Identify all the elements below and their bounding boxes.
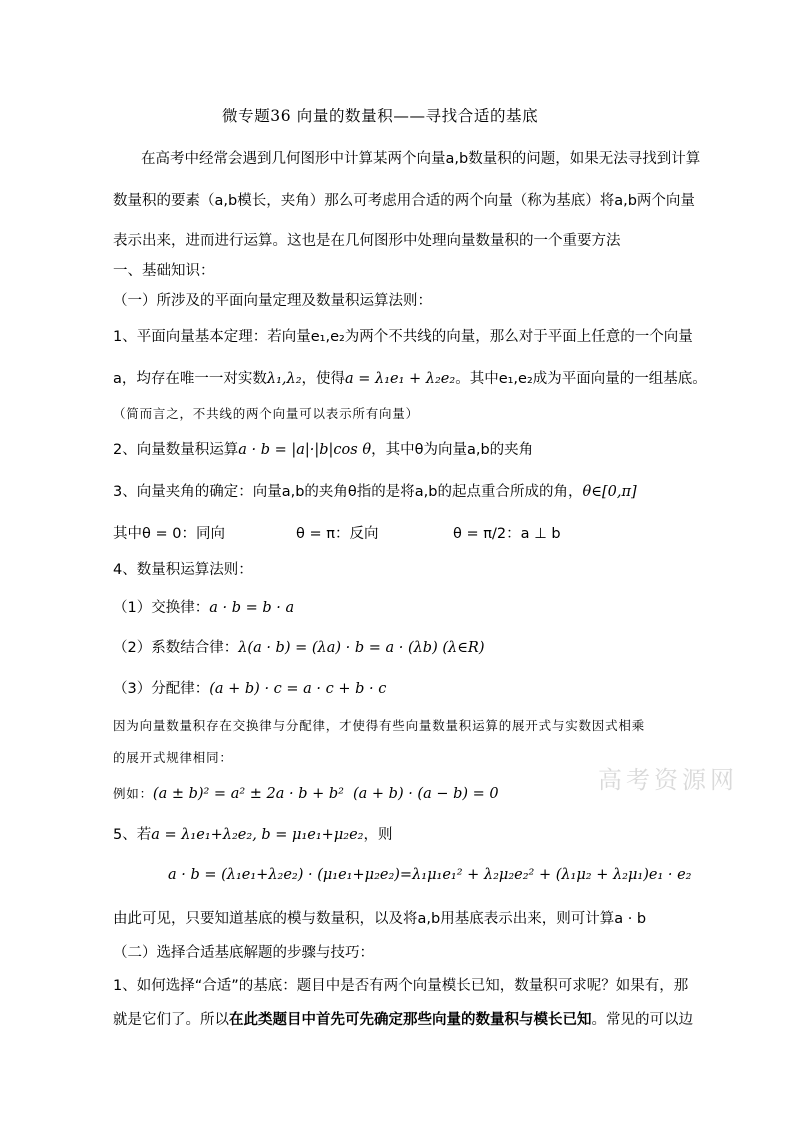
rule2-formula: λ(a · b) = (λa) · b = a · (λb) (λ∈R) bbox=[238, 640, 485, 656]
intro-line-3: 表示出来，进而进行运算。这也是在几何图形中处理向量数量积的一个重要方法 bbox=[113, 233, 621, 249]
item1-text-c: ，使得 bbox=[301, 371, 346, 387]
step1-line-2 bbox=[113, 1010, 693, 1030]
item5-text-c: ，则 bbox=[363, 827, 393, 843]
rule1-formula: a · b = b · a bbox=[209, 600, 295, 616]
item1-line-2 bbox=[113, 369, 707, 389]
step1-bold-text: 在此类题目中首先可先确定那些向量的数量积与模长已知 bbox=[229, 1012, 592, 1028]
rule-distributive bbox=[113, 679, 386, 699]
item4-note-line-2: 的展开式规律相同： bbox=[113, 750, 233, 765]
item4-note-line-1: 因为向量数量积存在交换律与分配律，才使得有些向量数量积运算的展开式与实数因式相乘 bbox=[113, 718, 646, 733]
rule3-label: （3）分配律： bbox=[113, 681, 210, 697]
document-title: 微专题36 向量的数量积——寻找合适的基底 bbox=[222, 107, 539, 125]
example-line bbox=[113, 784, 344, 804]
subsection-heading-steps: （二）选择合适基底解题的步骤与技巧： bbox=[113, 945, 374, 961]
item5-expansion-formula: a · b = (λ₁e₁+λ₂e₂) · (μ₁e₁+μ₂e₂)=λ₁μ₁e₁² + λ₂μ₂e₂² + (λ₁μ₂ + λ₂μ₁)e₁ · e₂ bbox=[168, 867, 692, 883]
item3-line-1 bbox=[113, 482, 637, 502]
rule2-label: （2）系数结合律： bbox=[113, 640, 239, 656]
example-square-formula: (a ± b)² = a² ± 2a · b + b² bbox=[152, 786, 344, 802]
angle-case-same: 其中θ = 0：同向 bbox=[113, 526, 225, 542]
item2-line bbox=[113, 440, 533, 460]
step1-line-1: 1、如何选择“合适”的基底：题目中是否有两个向量模长已知，数量积可求呢？如果有，那 bbox=[113, 978, 689, 994]
intro-line-1: 在高考中经常会遇到几何图形中计算某两个向量a,b数量积的问题，如果无法寻找到计算 bbox=[141, 151, 701, 167]
item1-note: （简而言之，不共线的两个向量可以表示所有向量） bbox=[113, 406, 419, 421]
item2-text-c: ，其中θ为向量a,b的夹角 bbox=[371, 442, 534, 458]
example-difference-formula: (a + b) · (a − b) = 0 bbox=[353, 786, 499, 802]
item1-text-e: 。其中e₁,e₂成为平面向量的一组基底。 bbox=[455, 371, 707, 387]
item5-text-a: 5、若 bbox=[113, 827, 152, 843]
item4-heading: 4、数量积运算法则： bbox=[113, 562, 253, 578]
item2-text-a: 2、向量数量积运算 bbox=[113, 442, 239, 458]
rule1-label: （1）交换律： bbox=[113, 600, 210, 616]
item1-line-1: 1、平面向量基本定理：若向量e₁,e₂为两个不共线的向量，那么对于平面上任意的一个向量 bbox=[113, 329, 693, 345]
angle-range-formula: θ∈[0,π] bbox=[582, 484, 637, 500]
item5-line-1 bbox=[113, 825, 392, 845]
lambda-pair: λ₁,λ₂ bbox=[266, 371, 302, 387]
rule3-formula: (a + b) · c = a · c + b · c bbox=[209, 681, 387, 697]
dot-product-formula: a · b = |a|·|b|cos θ bbox=[238, 442, 372, 458]
angle-case-opposite: θ = π：反向 bbox=[296, 526, 379, 542]
item5-vectors-formula: a = λ₁e₁+λ₂e₂, b = μ₁e₁+μ₂e₂ bbox=[151, 827, 364, 843]
subsection-heading-theorems: （一）所涉及的平面向量定理及数量积运算法则： bbox=[113, 293, 432, 309]
step1-text-end: 。常见的可以边 bbox=[591, 1012, 693, 1028]
intro-line-2: 数量积的要素（a,b模长，夹角）那么可考虑用合适的两个向量（称为基底）将a,b两个向量 bbox=[113, 193, 695, 209]
example-label: 例如： bbox=[113, 786, 153, 801]
item1-text-a: a，均存在唯一一对实数 bbox=[113, 371, 267, 387]
rule-commutative bbox=[113, 598, 294, 618]
angle-case-perpendicular: θ = π/2：a ⊥ b bbox=[453, 526, 561, 542]
rule-associative bbox=[113, 638, 485, 658]
conclusion-line: 由此可见，只要知道基底的模与数量积，以及将a,b用基底表示出来，则可计算a · b bbox=[113, 911, 647, 927]
item3-text-a: 3、向量夹角的确定：向量a,b的夹角θ指的是将a,b的起点重合所成的角， bbox=[113, 484, 583, 500]
watermark: 高考资源网 bbox=[598, 766, 738, 794]
step1-text-a: 就是它们了。所以 bbox=[113, 1012, 229, 1028]
section-heading-basics: 一、基础知识： bbox=[113, 263, 215, 279]
basis-decomposition-formula: a = λ₁e₁ + λ₂e₂ bbox=[345, 371, 456, 387]
